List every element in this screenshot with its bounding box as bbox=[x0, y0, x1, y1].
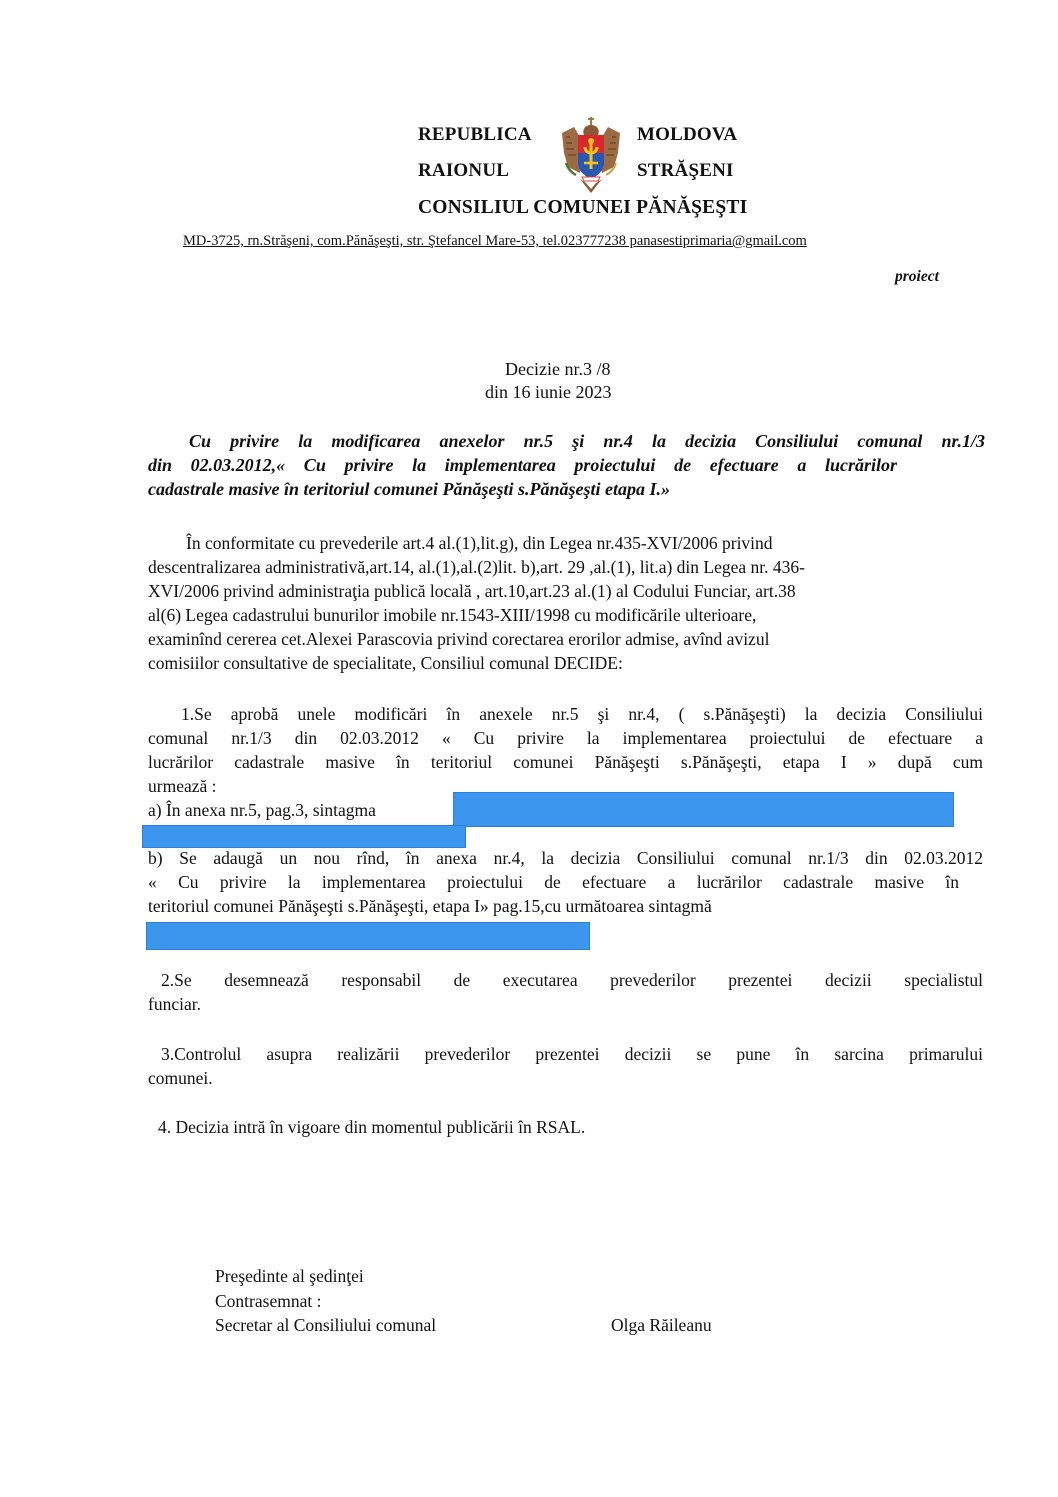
point-1b-line: « Cu privire la implementarea proiectului de efectuare a lucrărilor cadastrale masive în bbox=[148, 872, 959, 892]
point-1-line: comunal nr.1/3 din 02.03.2012 « Cu privire la implementarea proiectului de efectuare a bbox=[148, 728, 983, 748]
point-3-line: comunei. bbox=[148, 1068, 213, 1088]
point-2-line: funciar. bbox=[148, 994, 201, 1014]
preamble-line: În conformitate cu prevederile art.4 al.(1),lit.g), din Legea nr.435-XVI/2006 privind bbox=[186, 533, 773, 553]
point-1-line: lucrărilor cadastrale masive în teritoriul comunei Pănăşeşti s.Pănăşeşti, etapa I » după cum bbox=[148, 752, 983, 772]
subject-line: cadastrale masive în teritoriul comunei Pănăşeşti s.Pănăşeşti etapa I.» bbox=[148, 479, 671, 499]
point-1-line: 1.Se aprobă unele modificări în anexele nr.5 şi nr.4, ( s.Pănăşeşti) la decizia Consiliului bbox=[181, 704, 983, 724]
header-republica: REPUBLICA bbox=[418, 124, 532, 145]
preamble-line: comisiilor consultative de specialitate, Consiliul comunal DECIDE: bbox=[148, 653, 623, 673]
point-1-line: urmează : bbox=[148, 776, 217, 796]
redaction-box bbox=[142, 825, 466, 848]
coat-of-arms-icon bbox=[560, 113, 622, 195]
preamble-line: examinînd cererea cet.Alexei Parascovia privind corectarea erorilor admise, avînd avizul bbox=[148, 629, 770, 649]
redaction-box bbox=[453, 792, 954, 827]
subject-line: Cu privire la modificarea anexelor nr.5 şi nr.4 la decizia Consiliului comunal nr.1/3 bbox=[189, 431, 985, 451]
decision-number: Decizie nr.3 /8 bbox=[505, 359, 611, 379]
preamble-line: al(6) Legea cadastrului bunurilor imobile nr.1543-XIII/1998 cu modificările ulterioare, bbox=[148, 605, 757, 625]
status-label: proiect bbox=[895, 268, 939, 285]
preamble-line: XVI/2006 privind administraţia publică locală , art.10,art.23 al.(1) al Codului Funciar, art.38 bbox=[148, 581, 796, 601]
president-label: Preşedinte al şedinţei bbox=[215, 1266, 364, 1286]
point-4: 4. Decizia intră în vigoare din momentul publicării în RSAL. bbox=[158, 1117, 586, 1137]
point-2-line: 2.Se desemnează responsabil de executarea prevederilor prezentei decizii specialistul bbox=[161, 970, 983, 990]
secretary-name: Olga Răileanu bbox=[611, 1315, 712, 1335]
header-raionul: RAIONUL bbox=[418, 160, 510, 181]
decision-date: din 16 iunie 2023 bbox=[485, 382, 612, 402]
header-moldova: MOLDOVA bbox=[637, 124, 738, 145]
preamble-line: descentralizarea administrativă,art.14, al.(1),al.(2)lit. b),art. 29 ,al.(1), lit.a) din Legea nr. 436- bbox=[148, 557, 805, 577]
redaction-box bbox=[146, 922, 590, 950]
point-1a: a) În anexa nr.5, pag.3, sintagma bbox=[148, 800, 376, 820]
header-straseni: STRĂŞENI bbox=[637, 160, 734, 181]
council-address: MD-3725, rn.Străşeni, com.Pănăşeşti, str. Ştefancel Mare-53, tel.023777238 panasestiprimaria@gmail.com bbox=[183, 233, 807, 249]
secretary-title: Secretar al Consiliului comunal bbox=[215, 1315, 437, 1335]
countersigned-label: Contrasemnat : bbox=[215, 1291, 322, 1311]
header-council: CONSILIUL COMUNEI PĂNĂŞEŞTI bbox=[418, 197, 748, 218]
point-3-line: 3.Controlul asupra realizării prevederilor prezentei decizii se pune în sarcina primarului bbox=[161, 1044, 983, 1064]
subject-line: din 02.03.2012,« Cu privire la implementarea proiectului de efectuare a lucrărilor bbox=[148, 455, 897, 475]
point-1b-line: teritoriul comunei Pănăşeşti s.Pănăşeşti, etapa I» pag.15,cu următoarea sintagmă bbox=[148, 896, 712, 916]
point-1b-line: b) Se adaugă un nou rînd, în anexa nr.4, la decizia Consiliului comunal nr.1/3 din 02.03.2012 bbox=[148, 848, 983, 868]
